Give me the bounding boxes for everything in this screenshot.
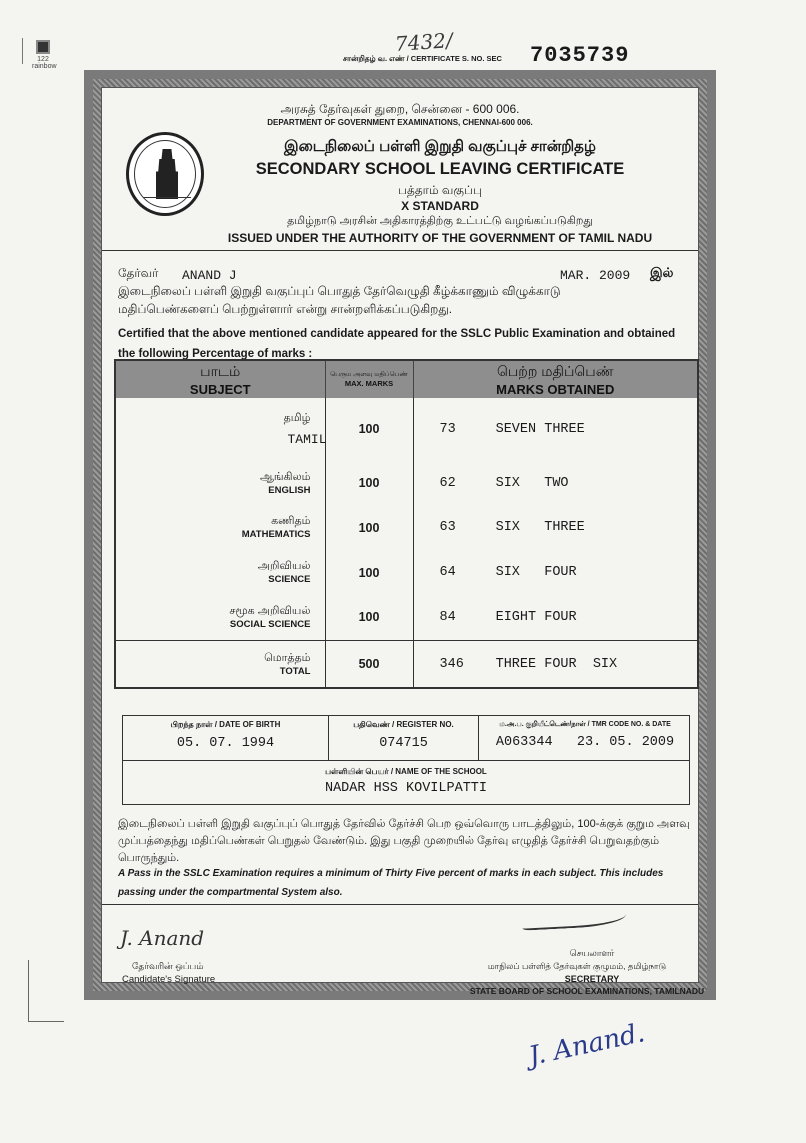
certificate-title-ta: இடைநிலைப் பள்ளி இறுதி வகுப்புச் சான்றிதழ் (284, 138, 596, 155)
secretary-title-en: SECRETARY (564, 974, 620, 984)
subject-cell (115, 398, 325, 461)
subject-en: SCIENCE (268, 574, 311, 586)
scan-margin-line (22, 38, 23, 64)
register-no: 074715 (379, 736, 428, 751)
subject-cell (115, 595, 325, 641)
subject-en: MATHEMATICS (241, 529, 311, 541)
table-row (115, 505, 698, 550)
marks-words: EIGHT FOUR (495, 609, 577, 625)
certificate-border (84, 70, 716, 1000)
marks-words: SIX TWO (495, 475, 569, 491)
subject-ta: தமிழ் (283, 411, 311, 424)
candidate-name: ANAND J (182, 268, 237, 283)
marks-words: SIX THREE (495, 520, 585, 536)
marks-number: 63 (439, 520, 456, 536)
handwritten-number: 7432/ (394, 28, 454, 56)
total-marks-obtained (413, 641, 698, 688)
marks-obtained (413, 505, 698, 550)
max-marks: 100 (325, 398, 413, 461)
max-marks: 100 (325, 550, 413, 595)
subject-en: ENGLISH (268, 484, 311, 496)
certificate-body (101, 87, 705, 996)
subject-header-en: SUBJECT (189, 381, 251, 397)
total-ta: மொத்தம் (264, 651, 311, 664)
total-label-cell (115, 641, 325, 688)
subject-cell (115, 461, 325, 506)
statement-ta-line2: மதிப்பெண்களைப் பெற்றுள்ளார் என்று சான்றளிக்கப்படுகிறது. (118, 302, 453, 316)
max-marks: 100 (325, 505, 413, 550)
subject-ta: சமூக அறிவியல் (229, 604, 311, 617)
total-en: TOTAL (279, 665, 311, 677)
dob-label: பிறந்த நாள் / DATE OF BIRTH (170, 720, 281, 729)
marks-obtained-header-en: MARKS OBTAINED (496, 381, 615, 397)
marks-obtained-header-ta: பெற்ற மதிப்பெண் (496, 362, 614, 379)
pass-note-en: A Pass in the SSLC Examination requires a minimum of Thirty Five percent of marks in each subject. This includes passing under the compartmental System also. (118, 868, 664, 898)
total-row (115, 641, 698, 688)
secretary-board-en: STATE BOARD OF SCHOOL EXAMINATIONS, TAMILNADU (469, 986, 705, 996)
total-max-marks: 500 (325, 641, 413, 688)
dept-name-ta: அரசுத் தேர்வுகள் துறை, சென்னை - 600 006. (280, 102, 520, 116)
subject-ta: ஆங்கிலம் (259, 470, 311, 483)
school-name: NADAR HSS KOVILPATTI (324, 781, 488, 796)
marks-obtained-header (413, 360, 698, 398)
scan-tab-text: rainbow (32, 63, 57, 70)
subject-en: SOCIAL SCIENCE (229, 618, 311, 630)
subject-ta: அறிவியல் (257, 560, 311, 573)
max-marks: 100 (325, 461, 413, 506)
candidate-signature-label-en: Candidate's Signature (122, 974, 216, 985)
exam-month-suffix: இல் (650, 265, 674, 280)
tmr-code-date: A063344 23. 05. 2009 (495, 735, 675, 750)
marks-obtained (413, 461, 698, 506)
reg-cell (328, 716, 478, 760)
school-box (122, 761, 690, 805)
max-marks-header-en: MAX. MARKS (344, 379, 394, 388)
certificate-no-label: சான்றிதழ் வ. எண் / CERTIFICATE S. NO. SEC (343, 54, 502, 63)
marks-obtained (413, 550, 698, 595)
standard-en: X STANDARD (401, 199, 479, 213)
table-row (115, 398, 698, 461)
school-label: பள்ளியின் பெயர் / NAME OF THE SCHOOL (325, 767, 487, 776)
table-row (115, 461, 698, 506)
details-box (122, 715, 690, 761)
header-divider (102, 250, 698, 251)
exam-month: MAR. 2009 (560, 268, 631, 283)
candidate-label: தேர்வர் (118, 266, 159, 280)
pass-note-ta: இடைநிலைப் பள்ளி இறுதி வகுப்புப் பொதுத் தேர்வில் தேர்ச்சி பெற ஒவ்வொரு பாடத்திலும், 100-க்குக் குறும அளவு முப்பத்தைந்து மதிப்பெண்கள் பெறுதல் வேண்டும். இது பகுதி முறையில் தேர்வு எழுதித் தேர்ச்சி பெறுவதற்கும் பொருந்தும். (118, 818, 690, 864)
certificate-title-en: SECONDARY SCHOOL LEAVING CERTIFICATE (255, 160, 625, 178)
tmr-label: ம.அ.ப. குறியீட்டெண்/நாள் / TMR CODE NO. & DATE (499, 721, 671, 728)
table-row (115, 595, 698, 641)
scan-tab-icon (36, 40, 50, 54)
statement-en: Certified that the above mentioned candidate appeared for the SSLC Public Examination and obtained the following Percentage of marks : (118, 328, 676, 360)
authority-ta: தமிழ்நாடு அரசின் அதிகாரத்திற்கு உட்பட்டு வழங்கப்படுகிறது (287, 215, 593, 227)
marks-table (114, 359, 699, 689)
max-marks-header-ta: பெரும அளவு மதிப்பெண் (330, 371, 408, 378)
candidate-signature-label-ta: தேர்வரின் ஒப்பம் (132, 961, 204, 971)
dob-cell (123, 720, 328, 751)
subject-header (115, 360, 325, 398)
max-marks-header (325, 360, 413, 398)
total-number: 346 (439, 656, 464, 672)
dept-name-en: DEPARTMENT OF GOVERNMENT EXAMINATIONS, CHENNAI-600 006. (267, 118, 533, 127)
max-marks: 100 (325, 595, 413, 641)
candidate-handwritten-signature: J. Anand (120, 926, 205, 950)
marks-number: 64 (439, 565, 456, 581)
scan-tab-marker (32, 40, 57, 70)
secretary-title-ta: செயலாளர் (569, 948, 615, 958)
subject-cell (115, 505, 325, 550)
scan-tab-number: 122 (37, 56, 49, 63)
secretary-signature (521, 903, 626, 930)
marks-words: SEVEN THREE (495, 421, 585, 437)
authority-en: ISSUED UNDER THE AUTHORITY OF THE GOVERNMENT OF TAMIL NADU (227, 231, 653, 245)
marks-number: 73 (439, 421, 456, 437)
bottom-handwritten-signature: J. Anand. (526, 1018, 648, 1072)
subject-en: TAMIL (287, 431, 327, 447)
date-of-birth: 05. 07. 1994 (176, 736, 275, 751)
standard-ta: பத்தாம் வகுப்பு (398, 183, 482, 197)
marks-obtained (413, 398, 698, 461)
marks-words: SIX FOUR (495, 565, 577, 581)
scan-corner-mark (28, 960, 64, 1022)
register-no-label: பதிவெண் / REGISTER NO. (353, 720, 454, 729)
subject-header-ta: பாடம் (200, 362, 241, 379)
marks-obtained (413, 595, 698, 641)
marks-number: 84 (439, 609, 456, 625)
certificate-no: 7035739 (530, 43, 630, 68)
table-row (115, 550, 698, 595)
subject-ta: கணிதம் (271, 515, 311, 528)
tmr-cell (478, 716, 691, 760)
secretary-board-ta: மாநிலப் பள்ளித் தேர்வுகள் குழுமம், தமிழ்நாடு (487, 961, 667, 971)
statement-ta-line1: இடைநிலைப் பள்ளி இறுதி வகுப்புப் பொதுத் தேர்வெழுதி கீழ்க்காணும் விழுக்காடு (118, 284, 561, 298)
subject-cell (115, 550, 325, 595)
total-words: THREE FOUR SIX (495, 656, 618, 672)
marks-number: 62 (439, 475, 456, 491)
